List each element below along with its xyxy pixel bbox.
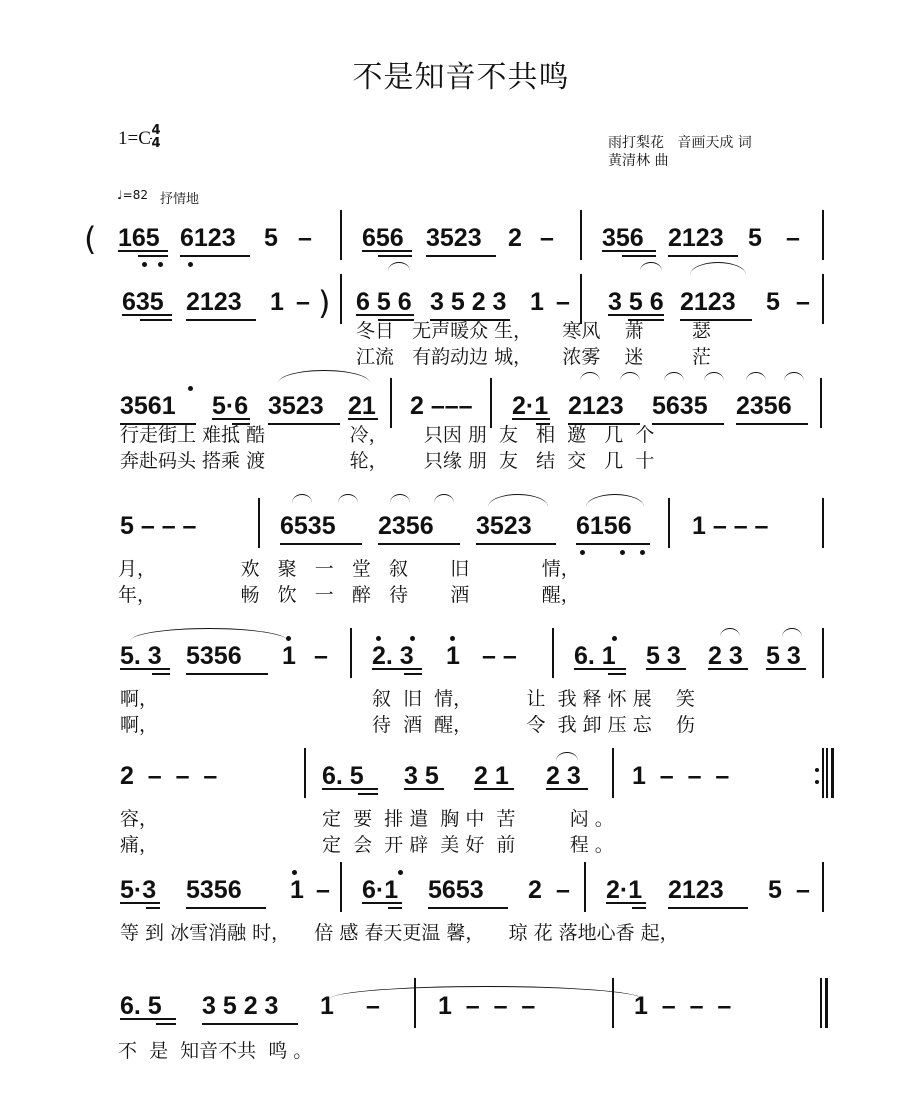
final-bar-line <box>820 978 822 1028</box>
note-group: 2 1 <box>474 762 509 790</box>
slur-arc <box>130 628 288 641</box>
final-bar-line <box>826 748 828 798</box>
note-group: 2 ––– <box>410 392 473 420</box>
note-group: 2356 <box>378 512 434 540</box>
lyric-line: 痛， <box>120 834 159 856</box>
note-underline <box>186 673 268 675</box>
note-group: 3 5 6 <box>608 288 664 316</box>
note-group: 2123 <box>186 288 242 316</box>
bar-line <box>258 498 260 548</box>
lyric-line: 啊， <box>120 714 159 736</box>
note-group: 3523 <box>268 392 324 420</box>
note-underline <box>140 319 172 321</box>
note-group: 21 <box>348 392 376 420</box>
bar-line <box>340 210 342 260</box>
bar-line <box>350 628 352 678</box>
low-octave-dot <box>640 550 645 555</box>
lyric-line: 冬日 无声暖众 生， 寒风 萧 瑟 <box>356 320 711 342</box>
note-underline <box>474 788 514 790</box>
lyric-line: 月， 欢 聚 一 堂 叙 旧 情， <box>118 558 580 580</box>
lyric-line: 年， 畅 饮 一 醉 待 酒 醒， <box>118 584 580 606</box>
slur-arc <box>580 372 600 381</box>
note-group: 5653 <box>428 876 484 904</box>
lyric-line: 不 是 知音不共 鸣 。 <box>118 1040 313 1062</box>
credits <box>608 134 752 170</box>
high-octave-dot <box>188 386 193 391</box>
slur-arc <box>664 372 684 381</box>
note-group: 2 3 <box>708 642 743 670</box>
bar-line <box>340 862 342 912</box>
note-underline <box>180 255 250 257</box>
slur-arc <box>390 494 410 503</box>
note-group: 3 5 <box>404 762 439 790</box>
note-group: 3561 <box>120 392 176 420</box>
note-group: 1 <box>530 288 544 316</box>
lyric-line: 江流 有韵动边 城， 浓雾 迷 茫 <box>356 346 711 368</box>
note-underline <box>512 418 550 420</box>
lyric-line: 叙 旧 情， 让 我 释 怀 展 笑 <box>372 688 695 710</box>
bar-line <box>552 628 554 678</box>
note-group: 1 <box>290 876 304 904</box>
note-group: 5 3 <box>766 642 801 670</box>
note-group: 1 – – – <box>438 992 536 1020</box>
slur-arc <box>278 370 370 383</box>
note-underline <box>378 543 460 545</box>
slur-arc <box>782 628 802 637</box>
slur-arc <box>556 752 578 761</box>
note-group: 5 <box>264 224 278 252</box>
note-group: 2 <box>508 224 522 252</box>
high-octave-dot <box>410 636 415 641</box>
note-group: 356 <box>602 224 644 252</box>
note-group: 5·6 <box>212 392 249 420</box>
note-underline <box>146 907 160 909</box>
low-octave-dot <box>142 262 147 267</box>
note-group: 5 <box>766 288 780 316</box>
note-underline <box>428 907 508 909</box>
high-octave-dot <box>398 870 403 875</box>
note-group: – <box>556 876 570 904</box>
note-underline <box>574 668 626 670</box>
slur-arc <box>640 262 662 271</box>
slur-arc <box>784 372 804 381</box>
lyric-line: 定 要 排 遣 胸 中 苦 闷 。 <box>322 808 614 830</box>
high-octave-dot <box>612 636 617 641</box>
note-group: 2. 3 <box>372 642 414 670</box>
bar-line <box>822 498 824 548</box>
note-underline <box>372 668 422 670</box>
time-signature <box>150 124 162 150</box>
low-octave-dot <box>620 550 625 555</box>
slur-arc <box>690 262 746 275</box>
note-underline <box>202 1023 298 1025</box>
note-underline <box>280 543 362 545</box>
slur-arc <box>720 628 740 637</box>
note-underline <box>186 319 256 321</box>
note-underline <box>622 255 656 257</box>
note-underline <box>356 314 414 316</box>
note-underline <box>152 673 170 675</box>
note-underline <box>668 907 748 909</box>
note-group: 6·1 <box>362 876 399 904</box>
time-sig-bottom: 4 <box>151 136 161 151</box>
high-octave-dot <box>292 870 297 875</box>
bar-line <box>580 274 582 324</box>
note-underline <box>546 788 588 790</box>
lyric-line: 等 到 冰雪消融 时， 倍 感 春天更温 馨， 琼 花 落地心香 起， <box>120 922 679 944</box>
high-octave-dot <box>376 636 381 641</box>
bar-line <box>414 978 416 1028</box>
bar-line <box>304 748 306 798</box>
note-group: 3 5 2 3 <box>202 992 279 1020</box>
note-group: 6 5 6 <box>356 288 412 316</box>
note-group: 2123 <box>568 392 624 420</box>
note-group: – – <box>482 642 517 670</box>
note-group: 2123 <box>668 876 724 904</box>
note-group: – <box>366 992 380 1020</box>
final-bar-line-thick <box>831 748 834 798</box>
note-underline <box>606 902 646 904</box>
note-underline <box>602 250 656 252</box>
note-underline <box>426 255 496 257</box>
lyric-line: 啊， <box>120 688 159 710</box>
slur-arc <box>338 494 358 503</box>
note-underline <box>186 907 266 909</box>
low-octave-dot <box>580 550 585 555</box>
note-group: 1 <box>320 992 334 1020</box>
bar-line <box>580 210 582 260</box>
note-group: – <box>796 876 810 904</box>
bar-line <box>822 862 824 912</box>
note-group: 5 3 <box>646 642 681 670</box>
note-underline <box>322 788 378 790</box>
note-group: 5 – – – <box>120 512 197 540</box>
note-group: 2123 <box>680 288 736 316</box>
close-repeat-paren: ) <box>318 284 331 322</box>
high-octave-dot <box>450 636 455 641</box>
repeat-dot <box>815 768 819 772</box>
note-group: – <box>796 288 810 316</box>
slur-arc <box>330 986 642 999</box>
bar-line <box>668 498 670 548</box>
bar-line <box>490 378 492 428</box>
note-underline <box>388 907 402 909</box>
slur-arc <box>620 372 640 381</box>
note-group: 5 <box>748 224 762 252</box>
note-underline <box>404 788 444 790</box>
low-octave-dot <box>188 262 193 267</box>
note-group: 5356 <box>186 642 242 670</box>
note-group: 6. 5 <box>120 992 162 1020</box>
note-group: – <box>540 224 554 252</box>
lyric-line: 待 酒 醒， 令 我 卸 压 忘 伤 <box>372 714 695 736</box>
note-underline <box>404 673 422 675</box>
note-group: 2356 <box>736 392 792 420</box>
expression-marking: 抒情地 <box>160 192 200 207</box>
note-group: 656 <box>362 224 404 252</box>
note-group: 1 <box>446 642 460 670</box>
note-group: 3 5 2 3 <box>430 288 507 316</box>
note-underline <box>608 314 664 316</box>
note-group: 1 <box>282 642 296 670</box>
bar-line <box>584 862 586 912</box>
note-group: 6156 <box>576 512 632 540</box>
note-underline <box>120 902 160 904</box>
note-group: 1 – – – <box>632 762 730 790</box>
note-group: – <box>556 288 570 316</box>
note-underline <box>120 668 170 670</box>
bar-line <box>822 274 824 324</box>
note-underline <box>348 418 378 420</box>
note-group: 5. 3 <box>120 642 162 670</box>
bar-line <box>822 748 824 798</box>
note-group: – <box>786 224 800 252</box>
note-underline <box>212 418 250 420</box>
note-group: 5·3 <box>120 876 157 904</box>
note-underline <box>362 250 412 252</box>
note-group: 6535 <box>280 512 336 540</box>
note-group: – <box>316 876 330 904</box>
tempo-marking: ♩=82 <box>117 188 148 202</box>
note-underline <box>118 250 168 252</box>
repeat-dot <box>815 780 819 784</box>
note-group: 2 <box>528 876 542 904</box>
slur-arc <box>434 494 454 503</box>
note-group: 2·1 <box>512 392 549 420</box>
lyric-line: 行走街上 难抵 酷 冷， 只因 朋 友 相 邀 几 个 <box>120 424 655 446</box>
low-octave-dot <box>158 262 163 267</box>
song-title: 不是知音不共鸣 <box>352 60 570 95</box>
note-underline <box>736 423 808 425</box>
note-underline <box>608 673 626 675</box>
note-group: 635 <box>122 288 164 316</box>
time-sig-divider <box>150 138 152 139</box>
note-group: 6. 1 <box>574 642 616 670</box>
final-bar-line-thick <box>825 978 828 1028</box>
open-repeat-paren: ( <box>84 220 97 258</box>
lyricist-credit: 雨打梨花 音画天成 词 <box>608 135 752 151</box>
note-group: 3523 <box>476 512 532 540</box>
note-group: 2 – – – <box>120 762 218 790</box>
time-sig-top: 4 <box>151 123 161 138</box>
bar-line <box>822 628 824 678</box>
lyric-line: 奔赴码头 搭乘 渡 轮， 只缘 朋 友 结 交 几 十 <box>120 450 655 472</box>
note-underline <box>476 543 556 545</box>
note-group: – <box>296 288 310 316</box>
bar-line <box>340 274 342 324</box>
slur-arc <box>388 262 410 271</box>
note-group: 5356 <box>186 876 242 904</box>
note-underline <box>668 255 738 257</box>
note-underline <box>362 902 402 904</box>
lyric-line: 容， <box>120 808 159 830</box>
note-underline <box>138 255 168 257</box>
note-underline <box>652 423 724 425</box>
slur-arc <box>704 372 724 381</box>
note-group: 2·1 <box>606 876 643 904</box>
note-group: 165 <box>118 224 160 252</box>
note-group: 5635 <box>652 392 708 420</box>
bar-line <box>612 978 614 1028</box>
note-underline <box>122 314 172 316</box>
note-group: – <box>314 642 328 670</box>
note-underline <box>378 255 412 257</box>
bar-line <box>612 748 614 798</box>
bar-line <box>390 378 392 428</box>
bar-line <box>820 378 822 428</box>
note-underline <box>156 1023 176 1025</box>
note-group: 1 – – – <box>692 512 769 540</box>
note-group: 6123 <box>180 224 236 252</box>
key-signature: 1=C <box>118 128 151 149</box>
note-group: – <box>298 224 312 252</box>
slur-arc <box>488 494 548 507</box>
note-underline <box>632 907 646 909</box>
note-underline <box>646 668 686 670</box>
slur-arc <box>292 494 312 503</box>
slur-arc <box>586 494 644 507</box>
lyric-line: 定 会 开 辟 美 好 前 程 。 <box>322 834 614 856</box>
note-group: 3523 <box>426 224 482 252</box>
note-group: 2123 <box>668 224 724 252</box>
bar-line <box>822 210 824 260</box>
note-underline <box>358 793 378 795</box>
note-group: 1 <box>270 288 284 316</box>
note-group: 6. 5 <box>322 762 364 790</box>
note-group: 2 3 <box>546 762 581 790</box>
note-underline <box>576 543 650 545</box>
slur-arc <box>746 372 766 381</box>
composer-credit: 黄清林 曲 <box>608 153 669 169</box>
note-group: 5 <box>768 876 782 904</box>
note-underline <box>708 668 748 670</box>
note-underline <box>120 1018 176 1020</box>
note-underline <box>766 668 806 670</box>
note-group: 1 – – – <box>634 992 732 1020</box>
